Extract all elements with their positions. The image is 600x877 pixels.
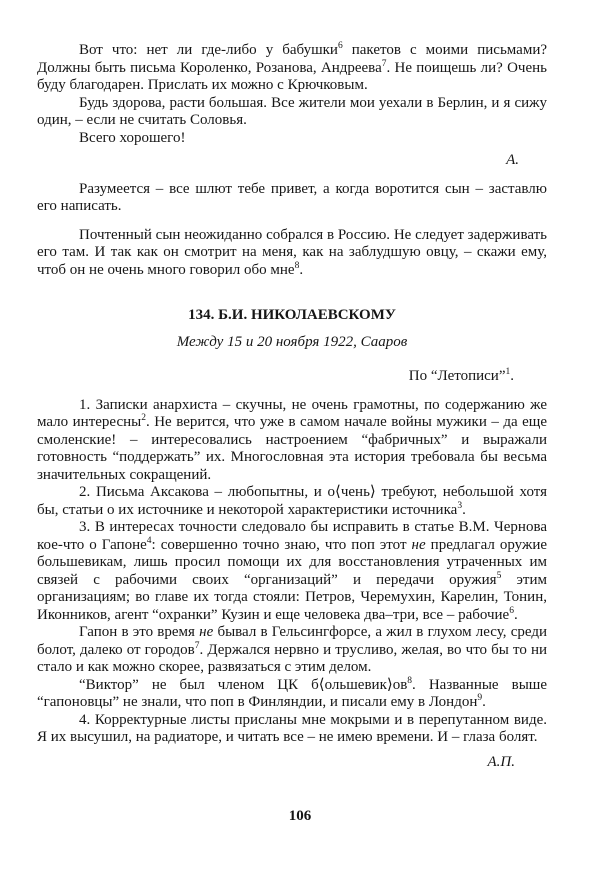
letter-heading — [37, 307, 547, 325]
footnote-reference: 1 — [505, 367, 511, 377]
text-segment: Вот что: нет ли где-либо у бабушки — [79, 42, 338, 58]
footnote-reference: 4 — [146, 535, 152, 546]
text-segment: 4. Корректурные листы присланы мне мокрыми и в перепутанном виде. Я их высушил, на радиаторе, и читать все – не имею времени. И – глаза болят. — [37, 711, 547, 745]
text-segment: Разумеется – все шлют тебе привет, а когда воротится сын – заставлю его написать. — [37, 180, 547, 214]
letter-signature — [37, 152, 547, 170]
text-segment: 1. Записки анархиста – скучны, не очень грамотны, по содержанию же мало интересны — [37, 396, 547, 430]
text-segment: Будь здорова, расти большая. Все жители мои уехали в Берлин, и я сижу один, – если не считать Соловья. — [37, 94, 547, 128]
page-number: 106 — [288, 808, 312, 824]
footnote-reference: 9 — [477, 693, 483, 703]
footnote-reference: 8 — [294, 260, 300, 271]
footnote-reference: 2 — [141, 413, 146, 423]
letter-133-paragraph-3 — [37, 130, 547, 148]
text-segment: бывал в Гельсингфорсе, а жил в глухом лесу, среди болот, далеко от городов — [37, 624, 547, 658]
text-segment: Между 15 и 20 ноября 1922, Сааров — [176, 333, 408, 350]
letter-133-paragraph-2 — [37, 95, 547, 130]
text-segment: предлагал оружие большевикам, лишь просил помощи их для восстановления утраченных им связей с рабочими своих “организаций” и передачи оружия — [37, 536, 548, 588]
text-segment: . Названные выше “гапоновцы” не знали, что поп в Финляндии, и писали ему в Лондон — [37, 676, 547, 710]
text-segment: . Не поищешь ли? Очень буду благодарен. Прислать их можно с Крючковым. — [37, 59, 547, 93]
text-segment: По “Летописи” — [408, 368, 506, 384]
footnote-reference: 3 — [457, 500, 463, 511]
letter-134-item-1 — [37, 397, 547, 485]
text-segment: . — [482, 694, 486, 710]
text-segment: 3. В интересах точности следовало бы исправить в статье В.М. Чернова кое-что о Гапоне — [37, 519, 547, 553]
text-segment: пакетов с моими письмами? Должны быть письма Короленко, Розанова, Андреева — [37, 42, 548, 76]
text-segment: Гапон в это время — [79, 624, 200, 640]
text-segment: этим организациям; во главе их тогда стояли: Петров, Черемухин, Карелин, Тонин, Иконников, агент “охранки” Кузин и еще человека два–три, все – рабочие — [37, 571, 548, 623]
footnote-reference: 7 — [381, 58, 387, 69]
footnote-reference: 6 — [337, 41, 343, 51]
footnote-reference: 8 — [407, 675, 413, 686]
letter-134-item-3-viktor — [37, 677, 547, 712]
text-segment: . — [510, 368, 514, 384]
text-segment: не — [199, 624, 214, 640]
text-segment: 134. Б.И. НИКОЛАЕВСКОМУ — [188, 307, 396, 323]
text-segment: Всего хорошего! — [79, 129, 186, 146]
letter-134-item-4 — [37, 712, 547, 747]
letter-133-paragraph-1 — [37, 42, 547, 95]
letter-134-item-3-cont — [37, 624, 547, 677]
text-segment: . Не верится, что уже в самом начале войны мужики – да еще смоленские! – интересовались настроением “фабричных” и выражали готовность “поддержать” их. Многословная эта история требовала бы весьма значительных сокращений. — [37, 414, 547, 483]
text-segment: . — [513, 606, 518, 623]
letter-133-postscript-1 — [37, 181, 547, 216]
text-segment: А.П. — [487, 753, 515, 770]
letter-134-item-2 — [37, 484, 547, 519]
letter-signature-initials — [37, 754, 547, 772]
letter-source-note — [37, 368, 547, 386]
text-segment: “Виктор” не был членом ЦК б⟨ольшевик⟩ов — [79, 676, 408, 693]
text-segment: А. — [506, 152, 519, 168]
text-segment: 2. Письма Аксакова – любопытны, и о⟨чень⟩ требуют, небольшой хотя бы, статьи о их источнике и некоторой характеристики источника — [37, 484, 547, 518]
letter-134-item-3 — [37, 519, 547, 624]
text-segment: . — [462, 501, 466, 518]
text-segment: . Держался нервно и трусливо, желая, во что бы то ни стало и как можно скорее, развязаться с этим делом. — [37, 641, 547, 675]
text-segment: : совершенно точно знаю, что поп этот — [151, 536, 412, 553]
text-segment: не — [411, 536, 426, 553]
footnote-reference: 7 — [194, 640, 200, 651]
letter-dateline — [37, 334, 547, 352]
text-segment: . — [299, 261, 304, 278]
footnote-reference: 6 — [509, 605, 514, 616]
footnote-reference: 5 — [496, 570, 502, 581]
letter-133-postscript-2 — [37, 227, 547, 280]
text-segment: Почтенный сын неожиданно собрался в Россию. Не следует задерживать его там. И так как он смотрит на меня, как на заблудшую овцу, – скажи ему, чтоб он не очень много говорил обо мне — [37, 226, 547, 278]
